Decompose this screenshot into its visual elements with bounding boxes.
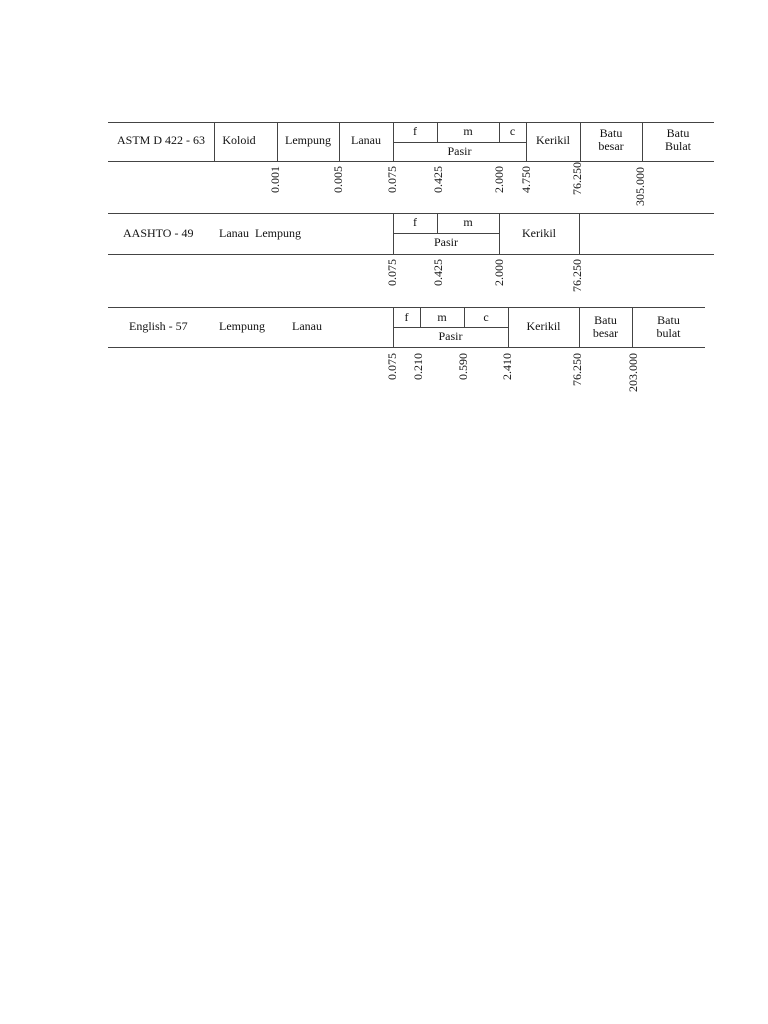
astm-class-lanau: Lanau [351, 133, 381, 147]
english-top-rule [108, 307, 705, 308]
aashto-divider [579, 213, 580, 254]
english-limit: 76.250 [570, 353, 584, 386]
english-sand-fine: f [404, 310, 409, 324]
english-boulder-line1: Batu [657, 313, 680, 327]
aashto-limit: 2.000 [492, 259, 506, 286]
english-cobble-line1: Batu [594, 313, 617, 327]
aashto-sand-label: Pasir [434, 235, 458, 249]
aashto-standard-label: AASHTO - 49 [123, 226, 194, 240]
english-boulder-label [632, 314, 705, 340]
astm-limit: 0.001 [268, 166, 282, 193]
astm-boulder-label [642, 127, 714, 153]
english-standard-label: English - 57 [129, 319, 188, 333]
astm-limit: 76.250 [570, 162, 584, 195]
aashto-bottom-rule [108, 254, 714, 255]
aashto-sand-medium: m [463, 215, 473, 229]
english-limit: 203.000 [626, 353, 640, 392]
english-limit: 0.590 [456, 353, 470, 380]
astm-separator [108, 213, 714, 214]
aashto-limit: 0.075 [385, 259, 399, 286]
astm-limit: 0.005 [331, 166, 345, 193]
astm-class-lempung: Lempung [285, 133, 331, 147]
english-sand-medium: m [437, 310, 447, 324]
english-cobble-label [579, 314, 632, 340]
aashto-limit: 76.250 [570, 259, 584, 292]
astm-gravel-label: Kerikil [536, 133, 570, 147]
aashto-class-label: Lanau Lempung [219, 226, 301, 240]
english-limit: 2.410 [500, 353, 514, 380]
astm-class-koloid: Koloid [222, 133, 256, 147]
english-cobble-line2: besar [592, 326, 619, 340]
english-boulder-line2: bulat [656, 326, 681, 340]
english-gravel-label: Kerikil [526, 319, 561, 333]
english-class-lempung: Lempung [219, 319, 265, 333]
aashto-sand-divider [393, 233, 499, 234]
english-bottom-rule [108, 347, 705, 348]
astm-boulder-line1: Batu [666, 126, 690, 140]
astm-cobble-line2: besar [598, 139, 624, 153]
astm-sand-divider [393, 142, 526, 143]
astm-limit: 0.075 [385, 166, 399, 193]
english-limit: 0.075 [385, 353, 399, 380]
astm-cobble-line1: Batu [599, 126, 623, 140]
astm-sand-medium: m [463, 124, 473, 138]
astm-limit: 305.000 [633, 167, 647, 206]
astm-boulder-line2: Bulat [665, 139, 691, 153]
astm-top-rule [108, 122, 714, 123]
aashto-gravel-label: Kerikil [522, 226, 556, 240]
english-sand-coarse: c [483, 310, 489, 324]
astm-sand-fine: f [413, 124, 417, 138]
astm-standard-label: ASTM D 422 - 63 [116, 133, 205, 147]
aashto-sand-fine: f [413, 215, 417, 229]
astm-cobble-label [580, 127, 642, 153]
astm-sand-label: Pasir [447, 144, 472, 158]
astm-limit: 2.000 [492, 166, 506, 193]
astm-limit: 0.425 [431, 166, 445, 193]
english-class-lanau: Lanau [292, 319, 322, 333]
aashto-limit: 0.425 [431, 259, 445, 286]
astm-bottom-rule [108, 161, 714, 162]
english-sand-label: Pasir [438, 329, 463, 343]
astm-sand-coarse: c [509, 124, 516, 138]
english-limit: 0.210 [411, 353, 425, 380]
english-sand-divider [393, 327, 508, 328]
astm-limit: 4.750 [519, 166, 533, 193]
